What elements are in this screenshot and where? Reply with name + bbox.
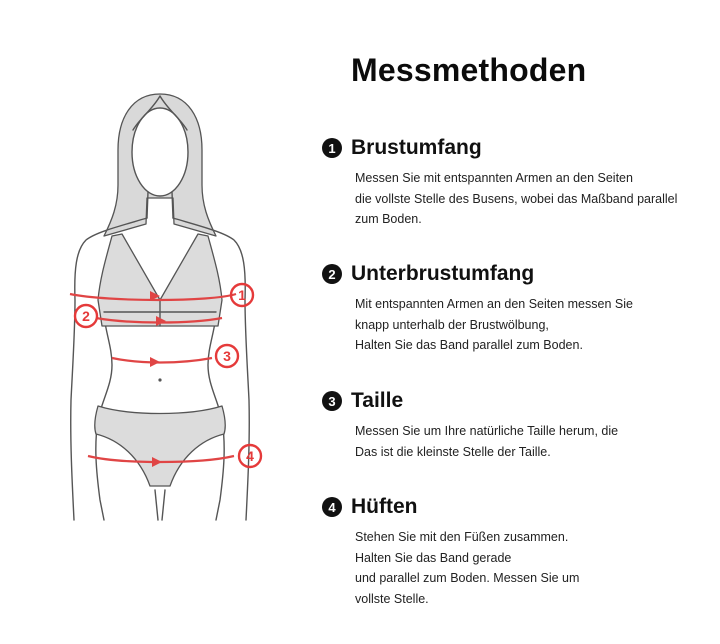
section-text (355, 421, 712, 462)
section-waist (322, 388, 712, 462)
marker-2 (75, 305, 97, 327)
number-badge: 2 (322, 264, 342, 284)
navel (158, 378, 161, 381)
text-line: zum Boden. (355, 212, 422, 226)
page-title: Messmethoden (351, 52, 587, 88)
section-hips (322, 494, 712, 609)
measure-band-3 (112, 358, 212, 363)
svg-text:4: 4 (246, 448, 254, 464)
svg-text:1: 1 (238, 287, 246, 303)
marker-4 (239, 445, 261, 467)
section-text (355, 527, 712, 609)
section-header (322, 494, 712, 520)
section-header (322, 388, 712, 414)
marker-3 (216, 345, 238, 367)
number-badge: 3 (322, 391, 342, 411)
text-line: die vollste Stelle des Busens, wobei das Maßband parallel (355, 191, 678, 206)
text-line: Das ist die kleinste Stelle der Taille. (355, 444, 551, 459)
body-measurement-figure (0, 0, 340, 560)
section-text (355, 168, 712, 230)
text-line: und parallel zum Boden. Messen Sie um (355, 571, 580, 585)
text-line: Mit entspannten Armen an den Seiten messen Sie (355, 297, 633, 311)
number-badge: 1 (322, 138, 342, 158)
svg-text:3: 3 (223, 348, 231, 364)
legs-outline (155, 490, 165, 520)
section-title: Taille (351, 389, 404, 412)
section-underbust (322, 261, 712, 356)
number-badge: 4 (322, 497, 342, 517)
panties (95, 406, 226, 486)
text-line: Halten Sie das Band gerade (355, 550, 512, 565)
section-header (322, 261, 712, 287)
text-line: Halten Sie das Band parallel zum Boden. (355, 338, 583, 352)
arrow-head-3 (150, 357, 160, 367)
text-line: Messen Sie mit entspannten Armen an den Seiten (355, 171, 633, 185)
section-title: Hüften (351, 495, 418, 518)
face (132, 108, 188, 196)
text-line: vollste Stelle. (355, 591, 429, 606)
section-bust (322, 135, 712, 230)
svg-text:2: 2 (82, 308, 90, 324)
text-line: Stehen Sie mit den Füßen zusammen. (355, 530, 569, 544)
text-line: Messen Sie um Ihre natürliche Taille herum, die (355, 424, 619, 438)
text-line: knapp unterhalb der Brustwölbung, (355, 317, 549, 332)
section-title: Brustumfang (351, 136, 482, 159)
section-title: Unterbrustumfang (351, 262, 535, 285)
section-header (322, 135, 712, 161)
section-text (355, 294, 712, 356)
